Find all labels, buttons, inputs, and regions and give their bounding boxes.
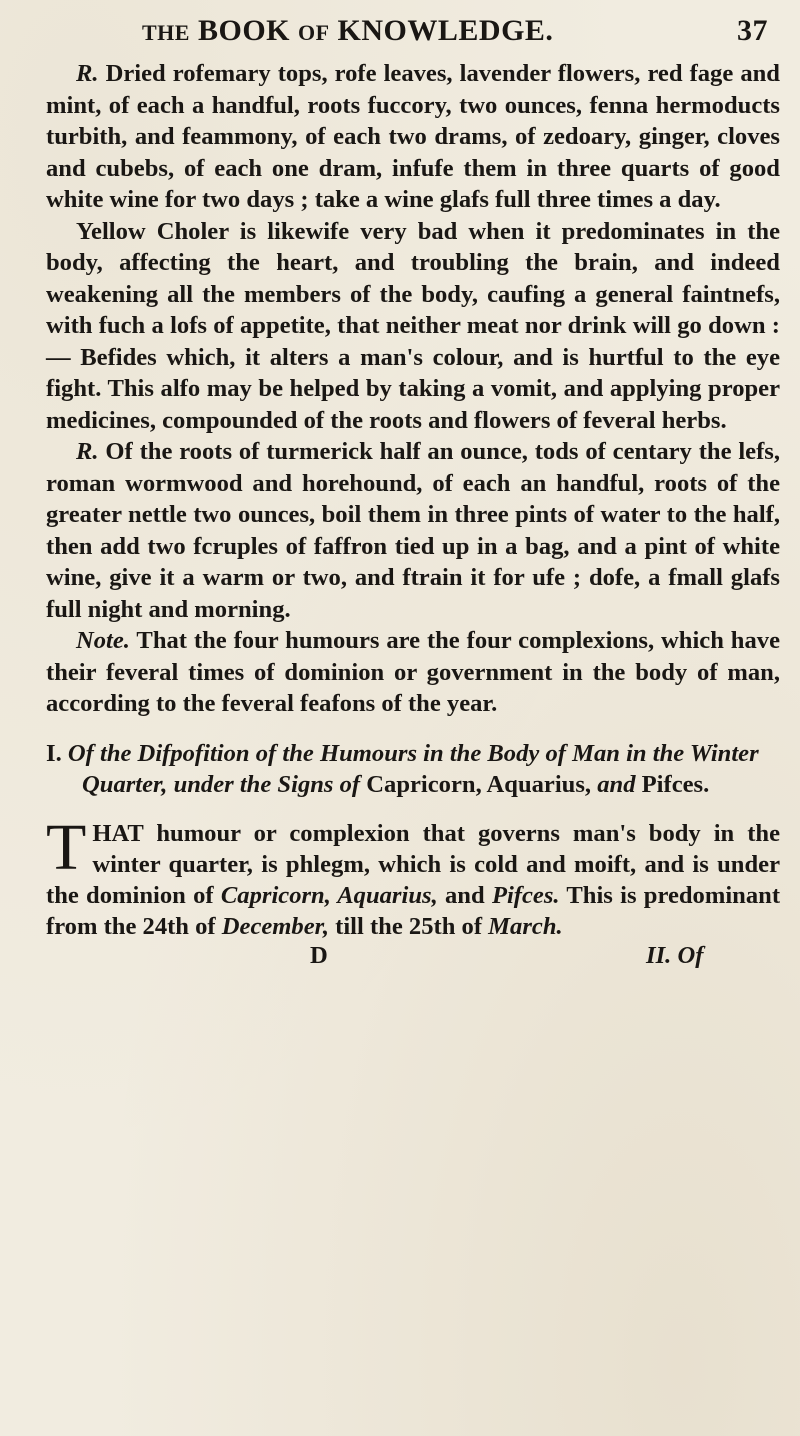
running-head [46,12,780,52]
running-title-prefix: THE [142,20,190,45]
signature-mark: D [310,941,328,969]
section-number: I. [46,739,62,767]
section-text-italic: December, [221,912,329,940]
note-mark: Note. [76,627,130,654]
paragraph-text: Yellow Choler is likewife very bad when it predominates in the body, affecting the heart, and troubling the brain, and indeed weakening all the members of the body, caufing a general faintnefs, with fuch a lofs of appetite, that neither meat nor drink will go down :— Befides which, it alters a man's colour, and is hurtful to the eye fight. This alfo may be helped by taking a vomit, and applying proper medicines, compounded of the roots and flowers of feveral herbs. [46,217,780,434]
page-number: 37 [737,14,768,47]
recipe-mark: R. [76,60,99,87]
running-title-main: BOOK [197,14,290,47]
section-text-italic: Pifces. [491,881,560,909]
running-title-of: OF [297,20,330,45]
section-heading-and: and [597,770,636,798]
section-heading-italic: Of the Difpofition of the Humours in the Body of Man in the Winter Quarter, under the Signs of [61,739,759,798]
section-text: HAT humour or complexion that governs man's body in the winter quarter, is phlegm, which is cold and moift, and is under the dominion of [46,819,780,909]
section-text: This is predominant from the 24th of [46,881,781,940]
paragraph-note [46,625,780,720]
paragraph-text: That the four humours are the four complexions, which have their feveral times of dominion or government in the body of man, according to the feveral feafons of the year. [46,627,780,717]
main-text [46,58,780,720]
recipe-mark: R. [76,438,99,465]
running-title [142,14,553,48]
paragraph-recipe-1 [46,58,780,216]
section-text-italic: March. [488,912,563,940]
section-heading-roman: Capricorn, Aquarius, [366,770,598,798]
section-paragraph [46,810,781,942]
section-text-italic: Capricorn, Aquarius, [220,881,438,909]
drop-cap: T [46,810,87,884]
paragraph-text: Of the roots of turmerick half an ounce, tods of centary the lefs, roman wormwood and horehound, of each an handful, roots of the greater nettle two ounces, boil them in three pints of water to the half, then add two fcruples of faffron tied up in a bag, and a pint of white wine, give it a warm or two, and ftrain it for ufe ; dofe, a fmall glafs full night and morning. [46,438,780,623]
paragraph-text: Dried rofemary tops, rofe leaves, lavender flowers, red fage and mint, of each a handful, roots fuccory, two ounces, fenna hermoducts turbith, and feammony, of each two drams, of zedoary, ginger, cloves and cubebs, of each one dram, infufe them in three quarts of good white wine for two days ; take a wine glafs full three times a day. [46,60,780,213]
section-heading [46,738,780,800]
section-heading-end: Pifces. [635,770,710,798]
section-text: and [437,881,492,909]
page-footer [46,942,780,974]
section-text: till the 25th of [329,912,489,940]
catchword: II. Of [646,941,704,969]
running-title-second: KNOWLEDGE. [337,14,554,47]
paragraph-yellow-choler [46,216,780,437]
paragraph-recipe-2 [46,436,780,625]
